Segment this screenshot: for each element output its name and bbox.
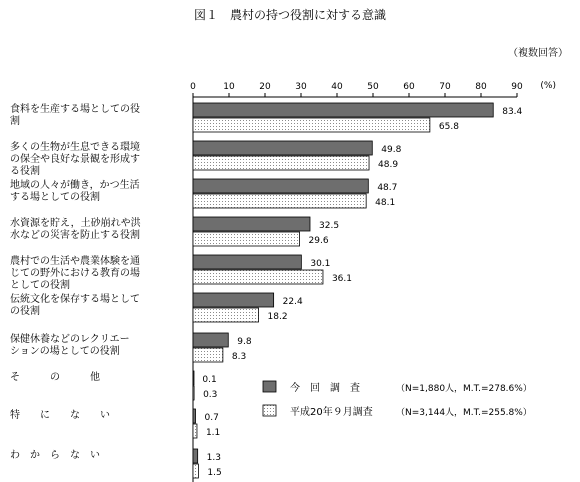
bar-value-label: 29.6 <box>308 236 329 246</box>
bar-previous-survey <box>193 156 369 170</box>
category-label-line: 特 に な い <box>10 410 110 421</box>
x-tick-label: 10 <box>223 82 235 92</box>
bar-current-survey <box>193 103 493 117</box>
bar-current-survey <box>193 333 228 347</box>
bar-value-label: 48.7 <box>377 183 398 193</box>
category-label-line: の保全や良好な景観を形成す <box>10 154 140 165</box>
bar-value-label: 48.9 <box>378 160 399 170</box>
category-label <box>10 140 140 177</box>
category-label <box>10 408 110 421</box>
bar-previous-survey <box>193 386 194 400</box>
bar-value-label: 9.8 <box>237 337 252 347</box>
bar-previous-survey <box>193 424 197 438</box>
bar-current-survey <box>193 371 194 385</box>
bar-previous-survey <box>193 118 430 132</box>
bar-previous-survey <box>193 270 323 284</box>
bar-previous-survey <box>193 348 223 362</box>
legend-series-name: 平成20年９月調査 <box>290 407 373 418</box>
plot-area <box>10 82 523 482</box>
x-tick-label: 80 <box>475 82 487 92</box>
x-tick-label: 30 <box>295 82 307 92</box>
category-label-line: 多くの生物が生息できる環境 <box>10 142 140 153</box>
category-label-line: としての役割 <box>10 280 70 291</box>
bar-value-label: 0.3 <box>203 390 218 400</box>
bar-value-label: 30.1 <box>310 259 331 269</box>
bar-value-label: 83.4 <box>502 107 523 117</box>
bar-current-survey <box>193 141 372 155</box>
category-label-line: 農村での生活や農業体験を通 <box>10 256 140 267</box>
category-label <box>10 332 130 357</box>
bar-value-label: 36.1 <box>331 274 353 284</box>
bar-value-label: 0.7 <box>204 413 219 423</box>
bar-previous-survey <box>193 194 366 208</box>
category-label <box>10 370 100 383</box>
chart-title: 図１ 農村の持つ役割に対する意識 <box>193 8 387 22</box>
category-label-line: る役割 <box>10 166 40 177</box>
category-label-line: ションの場としての役割 <box>10 346 120 357</box>
bar-value-label: 65.8 <box>438 122 459 132</box>
category-label-line: わ か ら な い <box>10 450 100 461</box>
bar-current-survey <box>193 449 198 463</box>
multiple-answer-note: （複数回答） <box>508 48 568 59</box>
x-tick-label: 40 <box>331 82 343 92</box>
category-label-line: 伝統文化を保存する場として <box>10 294 140 305</box>
category-label <box>10 102 140 127</box>
bar-current-survey <box>193 293 274 307</box>
category-label <box>10 178 140 203</box>
bar-value-label: 1.5 <box>207 468 222 478</box>
category-label-line: 割 <box>10 116 20 127</box>
bar-previous-survey <box>193 308 259 322</box>
category-label-line: 保健休養などのレクリエー <box>10 334 130 345</box>
category-label <box>10 292 140 317</box>
category-label-line: する場としての役割 <box>10 192 100 203</box>
legend-swatch-previous <box>263 405 276 416</box>
category-label-line: 水などの災害を防止する役割 <box>10 230 140 241</box>
bar-value-label: 48.1 <box>375 198 396 208</box>
legend-sample-note: （N=1,880人，M.T.=278.6%） <box>396 384 532 394</box>
bar-value-label: 32.5 <box>319 221 340 231</box>
category-label <box>10 254 140 291</box>
bar-value-label: 0.1 <box>202 375 217 385</box>
bar-value-label: 49.8 <box>381 145 402 155</box>
legend-sample-note: （N=3,144人，M.T.=255.8%） <box>396 408 532 418</box>
x-tick-label: 70 <box>439 82 451 92</box>
x-tick-label: 20 <box>259 82 271 92</box>
bar-current-survey <box>193 179 368 193</box>
x-tick-label: 90 <box>511 82 523 92</box>
legend <box>263 381 532 418</box>
category-label-line: じての野外における教育の場 <box>10 268 140 279</box>
bar-value-label: 8.3 <box>231 352 247 362</box>
x-tick-label: 50 <box>367 82 379 92</box>
unit-label: (%) <box>540 81 556 91</box>
bar-current-survey <box>193 255 301 269</box>
bar-previous-survey <box>193 464 198 478</box>
category-label-line: 食料を生産する場としての役 <box>10 104 140 115</box>
bar-value-label: 1.1 <box>205 428 221 438</box>
category-label-line: 水資源を貯え，土砂崩れや洪 <box>10 218 141 229</box>
legend-series-name: 今 回 調 査 <box>290 383 360 394</box>
legend-swatch-current <box>263 381 276 392</box>
category-label-line: そ の 他 <box>10 372 100 383</box>
bar-previous-survey <box>193 232 300 246</box>
x-tick-label: 0 <box>190 82 196 92</box>
x-tick-label: 60 <box>403 82 415 92</box>
bar-value-label: 22.4 <box>282 297 303 307</box>
bar-current-survey <box>193 217 310 231</box>
bar-current-survey <box>193 409 196 423</box>
category-label-line: の役割 <box>10 306 40 317</box>
category-label <box>10 216 141 241</box>
category-label-line: 地域の人々が働き，かつ生活 <box>10 180 140 191</box>
category-label <box>10 449 100 461</box>
bar-value-label: 18.2 <box>267 312 288 322</box>
bar-value-label: 1.3 <box>206 453 222 463</box>
